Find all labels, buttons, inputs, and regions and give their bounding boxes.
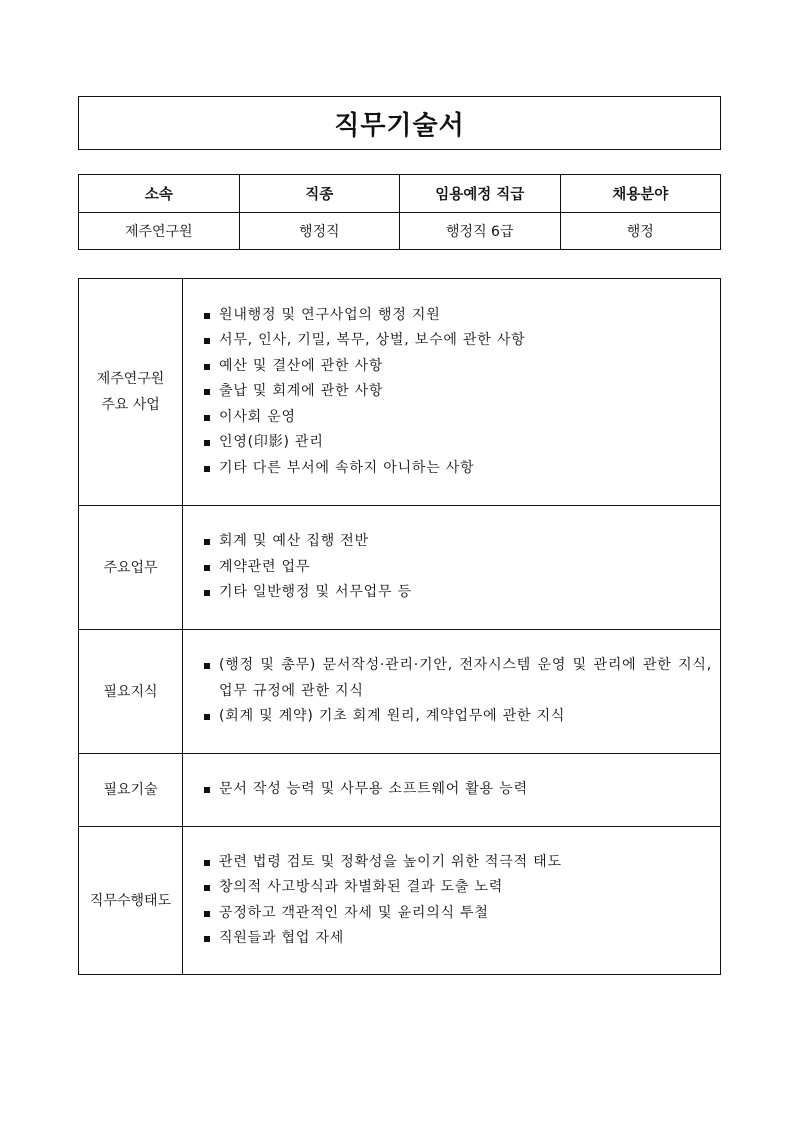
square-bullet-icon bbox=[204, 663, 210, 669]
section-label bbox=[79, 506, 183, 630]
list-item bbox=[201, 379, 712, 405]
section-content bbox=[183, 506, 721, 630]
section-label-line: 필요지식 bbox=[103, 683, 158, 700]
bullet-list bbox=[201, 850, 712, 952]
list-item-text: 인영(印影) 관리 bbox=[219, 434, 324, 451]
list-item bbox=[201, 850, 712, 876]
list-item-text: 창의적 사고방식과 차별화된 결과 도출 노력 bbox=[219, 879, 504, 895]
header-field: 채용분야 bbox=[560, 175, 721, 213]
section-label bbox=[79, 279, 183, 506]
position-info-table bbox=[78, 174, 721, 250]
header-affiliation: 소속 bbox=[79, 175, 240, 213]
list-item-text: 예산 및 결산에 관한 사항 bbox=[219, 357, 384, 374]
list-item-text: 이사회 운영 bbox=[219, 408, 296, 425]
square-bullet-icon bbox=[204, 714, 210, 720]
list-item bbox=[201, 926, 712, 952]
list-item-text: 관련 법령 검토 및 정확성을 높이기 위한 적극적 태도 bbox=[219, 853, 562, 870]
list-item bbox=[201, 704, 712, 730]
section-work-attitude bbox=[79, 827, 721, 975]
section-label-line: 필요기술 bbox=[103, 782, 158, 798]
bullet-list bbox=[201, 529, 712, 606]
list-item bbox=[201, 777, 712, 803]
list-item bbox=[201, 405, 712, 431]
bullet-list bbox=[201, 653, 712, 730]
list-item-text: 계약관련 업무 bbox=[219, 558, 311, 575]
square-bullet-icon bbox=[204, 415, 210, 421]
list-item bbox=[201, 901, 712, 927]
list-item bbox=[201, 328, 712, 354]
list-item-text: 직원들과 협업 자세 bbox=[219, 930, 345, 946]
list-item bbox=[201, 529, 712, 555]
section-main-business bbox=[79, 279, 721, 506]
square-bullet-icon bbox=[204, 440, 210, 446]
list-item bbox=[201, 303, 712, 329]
square-bullet-icon bbox=[204, 466, 210, 472]
list-item-text: (행정 및 총무) 문서작성·관리·기안, 전자시스템 운영 및 관리에 관한 지식, 업무 규정에 관한 지식 bbox=[219, 657, 712, 699]
square-bullet-icon bbox=[204, 539, 210, 545]
list-item-text: (회계 및 계약) 기초 회계 원리, 계약업무에 관한 지식 bbox=[219, 708, 566, 725]
list-item bbox=[201, 580, 712, 606]
list-item-text: 기타 일반행정 및 서무업무 등 bbox=[219, 584, 412, 601]
square-bullet-icon bbox=[204, 787, 210, 793]
section-required-skills bbox=[79, 754, 721, 827]
square-bullet-icon bbox=[204, 936, 210, 942]
value-field: 행정 bbox=[560, 213, 721, 250]
list-item-text: 공정하고 객관적인 자세 및 윤리의식 투철 bbox=[219, 904, 489, 921]
section-label-line: 제주연구원 bbox=[96, 371, 165, 387]
value-grade: 행정직 6급 bbox=[400, 213, 561, 250]
header-job-type: 직종 bbox=[239, 175, 400, 213]
section-label bbox=[79, 754, 183, 827]
list-item-text: 회계 및 예산 집행 전반 bbox=[219, 533, 369, 550]
bullet-list bbox=[201, 303, 712, 482]
value-affiliation: 제주연구원 bbox=[79, 213, 240, 250]
section-required-knowledge bbox=[79, 630, 721, 754]
square-bullet-icon bbox=[204, 313, 210, 319]
section-label-line: 주요 사업 bbox=[101, 397, 160, 413]
list-item bbox=[201, 653, 712, 704]
list-item bbox=[201, 354, 712, 380]
list-item bbox=[201, 456, 712, 482]
list-item-text: 원내행정 및 연구사업의 행정 지원 bbox=[219, 306, 441, 323]
square-bullet-icon bbox=[204, 860, 210, 866]
bullet-list bbox=[201, 777, 712, 803]
section-label-line: 주요업무 bbox=[103, 559, 158, 576]
square-bullet-icon bbox=[204, 364, 210, 370]
section-label bbox=[79, 630, 183, 754]
list-item bbox=[201, 430, 712, 456]
list-item-text: 문서 작성 능력 및 사무용 소프트웨어 활용 능력 bbox=[219, 781, 528, 798]
section-label-line: 직무수행태도 bbox=[89, 892, 172, 909]
section-content bbox=[183, 754, 721, 827]
info-value-row bbox=[79, 213, 721, 250]
square-bullet-icon bbox=[204, 565, 210, 571]
value-job-type: 행정직 bbox=[239, 213, 400, 250]
section-content bbox=[183, 279, 721, 506]
list-item bbox=[201, 555, 712, 581]
square-bullet-icon bbox=[204, 885, 210, 891]
list-item-text: 출납 및 회계에 관한 사항 bbox=[219, 383, 384, 400]
info-header-row bbox=[79, 175, 721, 213]
list-item bbox=[201, 875, 712, 901]
section-main-duties bbox=[79, 506, 721, 630]
section-content bbox=[183, 827, 721, 975]
list-item-text: 서무, 인사, 기밀, 복무, 상벌, 보수에 관한 사항 bbox=[219, 332, 526, 349]
section-label bbox=[79, 827, 183, 975]
square-bullet-icon bbox=[204, 590, 210, 596]
square-bullet-icon bbox=[204, 911, 210, 917]
square-bullet-icon bbox=[204, 338, 210, 344]
section-content bbox=[183, 630, 721, 754]
square-bullet-icon bbox=[204, 389, 210, 395]
document-title: 직무기술서 bbox=[78, 96, 721, 150]
header-grade: 임용예정 직급 bbox=[400, 175, 561, 213]
job-description-table bbox=[78, 278, 721, 975]
list-item-text: 기타 다른 부서에 속하지 아니하는 사항 bbox=[219, 459, 475, 476]
